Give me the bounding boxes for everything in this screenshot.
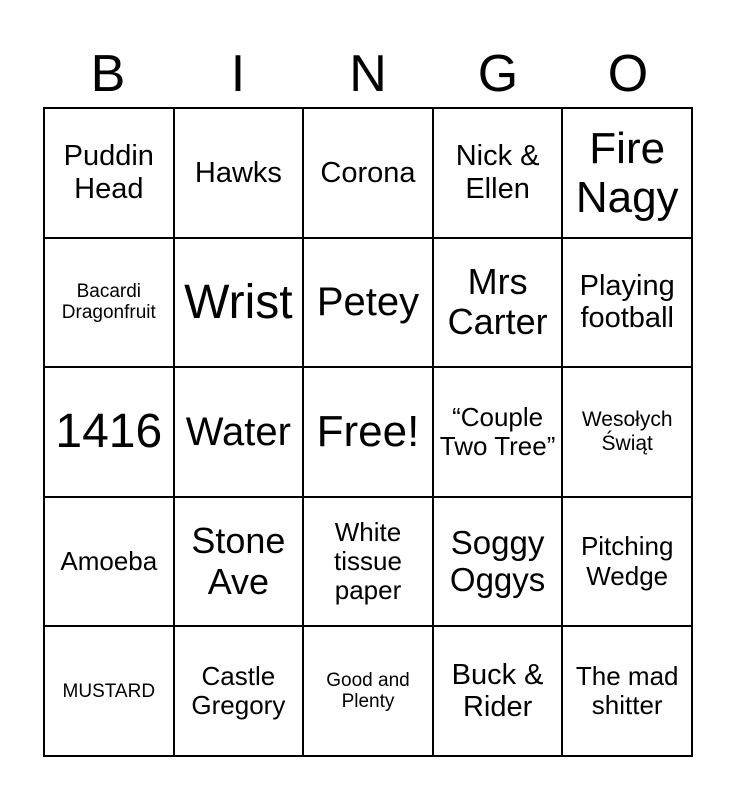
cell-text: Castle Gregory bbox=[191, 661, 286, 721]
cell-text: Water bbox=[185, 409, 291, 454]
bingo-cell-n3[interactable] bbox=[303, 367, 433, 497]
bingo-cell-i1[interactable] bbox=[174, 108, 304, 238]
cell-text: Wrist bbox=[184, 275, 293, 329]
header-letter-i: I bbox=[230, 45, 246, 103]
cell-text: The mad shitter bbox=[575, 661, 679, 721]
bingo-board bbox=[43, 107, 693, 757]
bingo-cell-i4[interactable] bbox=[174, 497, 304, 627]
header-letter-o: O bbox=[607, 45, 649, 103]
cell-text: Mrs Carter bbox=[447, 261, 548, 343]
cell-text: Petey bbox=[316, 279, 420, 324]
cell-text: Pitching Wedge bbox=[580, 531, 674, 591]
bingo-cell-n4[interactable] bbox=[303, 497, 433, 627]
cell-text: Soggy Oggys bbox=[449, 523, 546, 598]
bingo-cell-b4[interactable] bbox=[44, 497, 174, 627]
cell-text: 1416 bbox=[55, 405, 163, 459]
bingo-cell-g1[interactable] bbox=[433, 108, 563, 238]
bingo-cell-g2[interactable] bbox=[433, 238, 563, 368]
bingo-cell-o1[interactable] bbox=[562, 108, 692, 238]
bingo-cell-g5[interactable] bbox=[433, 626, 563, 756]
header-letter-n: N bbox=[349, 45, 387, 103]
bingo-cell-i2[interactable] bbox=[174, 238, 304, 368]
bingo-cell-o2[interactable] bbox=[562, 238, 692, 368]
bingo-cell-i3[interactable] bbox=[174, 367, 304, 497]
bingo-cell-b5[interactable] bbox=[44, 626, 174, 756]
cell-text: Amoeba bbox=[60, 546, 158, 577]
cell-text: Puddin Head bbox=[63, 140, 154, 205]
bingo-cell-o3[interactable] bbox=[562, 367, 692, 497]
header-letter-b: B bbox=[90, 45, 126, 103]
bingo-cell-i5[interactable] bbox=[174, 626, 304, 756]
bingo-cell-n2[interactable] bbox=[303, 238, 433, 368]
cell-text: Buck & Rider bbox=[451, 658, 544, 724]
bingo-cell-g4[interactable] bbox=[433, 497, 563, 627]
cell-text: Stone Ave bbox=[191, 520, 286, 602]
bingo-cell-n1[interactable] bbox=[303, 108, 433, 238]
cell-text: Wesołych Świąt bbox=[581, 408, 673, 455]
bingo-cell-o5[interactable] bbox=[562, 626, 692, 756]
cell-text: Fire Nagy bbox=[575, 123, 679, 222]
cell-text: Free! bbox=[316, 407, 420, 457]
bingo-cell-b2[interactable] bbox=[44, 238, 174, 368]
cell-text: Good and Plenty bbox=[326, 669, 410, 713]
cell-text: White tissue paper bbox=[334, 516, 402, 606]
cell-text: Hawks bbox=[194, 156, 282, 189]
cell-text: Nick & Ellen bbox=[455, 140, 540, 205]
bingo-cell-n5[interactable] bbox=[303, 626, 433, 756]
cell-text: MUSTARD bbox=[62, 680, 156, 702]
bingo-header bbox=[43, 40, 693, 108]
bingo-cell-b3[interactable] bbox=[44, 367, 174, 497]
cell-text: “Couple Two Tree” bbox=[439, 401, 556, 461]
cell-text: Corona bbox=[320, 156, 416, 189]
bingo-cell-b1[interactable] bbox=[44, 108, 174, 238]
header-letter-g: G bbox=[477, 45, 519, 103]
cell-text: Bacardi Dragonfruit bbox=[61, 281, 156, 324]
bingo-cell-o4[interactable] bbox=[562, 497, 692, 627]
cell-text: Playing football bbox=[579, 269, 675, 335]
bingo-cell-g3[interactable] bbox=[433, 367, 563, 497]
